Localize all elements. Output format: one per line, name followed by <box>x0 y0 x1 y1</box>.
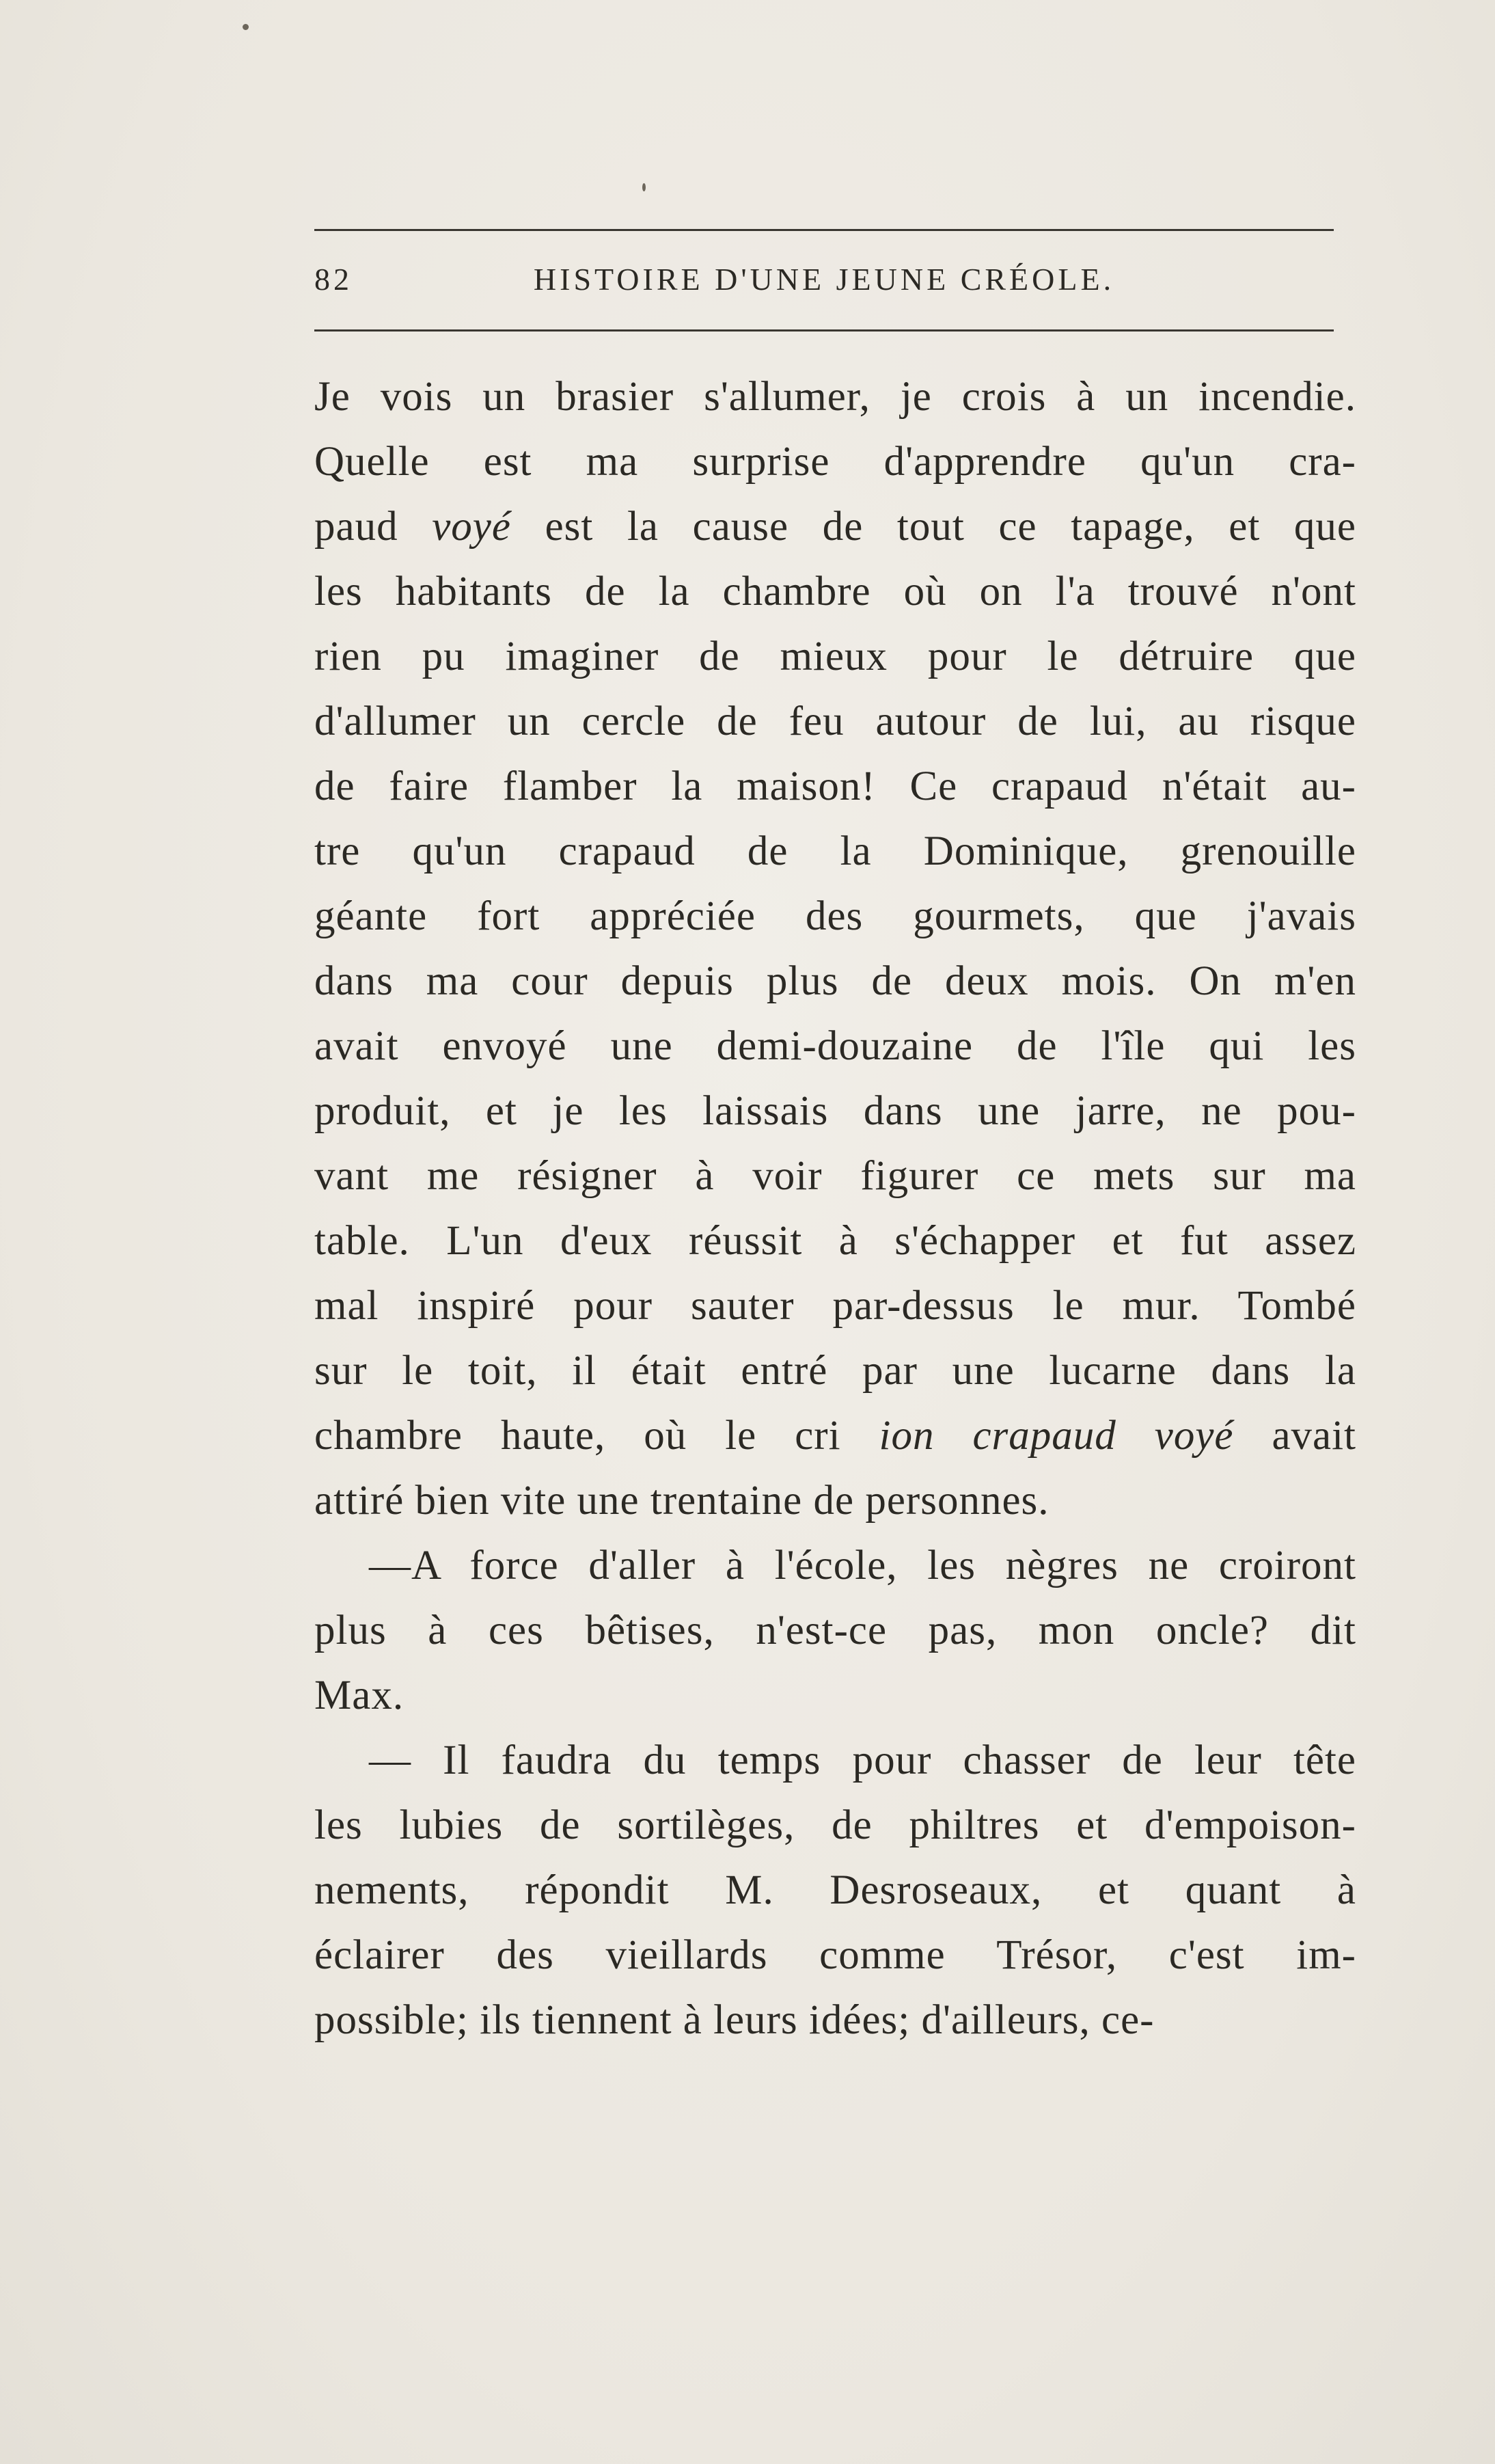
text-run: les habitants de la chambre où on l'a trouvé n'ont <box>314 569 1356 614</box>
text-run: Quelle est ma surprise d'apprendre qu'un cra- <box>314 439 1356 485</box>
text-run: Max. <box>314 1673 404 1718</box>
running-title: HISTOIRE D'UNE JEUNE CRÉOLE. <box>533 262 1115 297</box>
text-line <box>314 689 1356 754</box>
text-line <box>314 1014 1356 1079</box>
italic-text: ion crapaud voyé <box>879 1413 1234 1459</box>
text-line <box>314 1858 1356 1923</box>
text-line <box>314 1988 1356 2053</box>
text-run: attiré bien vite une trentaine de personnes. <box>314 1478 1050 1524</box>
text-line <box>314 429 1356 494</box>
text-line <box>314 1143 1356 1208</box>
text-line <box>314 1533 1356 1598</box>
text-run: dans ma cour depuis plus de deux mois. On m'en <box>314 958 1356 1004</box>
text-run: —A force d'aller à l'école, les nègres ne croiront <box>369 1543 1356 1588</box>
text-run: vant me résigner à voir figurer ce mets sur ma <box>314 1153 1356 1199</box>
text-line <box>314 1598 1356 1663</box>
text-line <box>314 1338 1356 1403</box>
header-rule-top <box>314 229 1334 231</box>
text-line <box>314 1208 1356 1273</box>
text-run: chambre haute, où le cri <box>314 1413 879 1459</box>
text-run: géante fort appréciée des gourmets, que j'avais <box>314 893 1356 939</box>
italic-text: voyé <box>432 504 511 550</box>
text-line <box>314 1079 1356 1143</box>
text-line <box>314 1923 1356 1988</box>
text-line <box>314 1793 1356 1858</box>
text-line <box>314 884 1356 949</box>
page-number: 82 <box>314 262 353 297</box>
text-line <box>314 624 1356 689</box>
paper-speck <box>243 24 249 30</box>
text-run: de faire flamber la maison! Ce crapaud n'était au- <box>314 763 1356 809</box>
text-line <box>314 559 1356 624</box>
text-line <box>314 1728 1356 1793</box>
text-line <box>314 1468 1356 1533</box>
text-run: sur le toit, il était entré par une lucarne dans la <box>314 1348 1356 1394</box>
text-run: nements, répondit M. Desroseaux, et quant à <box>314 1867 1356 1913</box>
text-run: les lubies de sortilèges, de philtres et d'empoison- <box>314 1802 1356 1848</box>
text-line <box>314 754 1356 819</box>
text-run: produit, et je les laissais dans une jarre, ne pou- <box>314 1088 1356 1134</box>
text-run: — Il faudra du temps pour chasser de leur tête <box>369 1737 1356 1783</box>
text-line <box>314 1663 1356 1728</box>
text-line <box>314 949 1356 1014</box>
text-run: est la cause de tout ce tapage, et que <box>510 504 1357 550</box>
text-run: avait <box>1233 1413 1356 1459</box>
text-run: mal inspiré pour sauter par-dessus le mur. Tombé <box>314 1283 1356 1329</box>
text-run: éclairer des vieillards comme Trésor, c'est im- <box>314 1932 1356 1978</box>
text-run: avait envoyé une demi-douzaine de l'île qui les <box>314 1023 1356 1069</box>
text-line <box>314 494 1356 559</box>
running-head <box>314 261 1334 302</box>
text-run: tre qu'un crapaud de la Dominique, grenouille <box>314 828 1356 874</box>
text-line <box>314 1403 1356 1468</box>
text-run: plus à ces bêtises, n'est-ce pas, mon oncle? dit <box>314 1608 1356 1653</box>
text-run: Je vois un brasier s'allumer, je crois à un incendie. <box>314 374 1356 420</box>
text-line <box>314 819 1356 884</box>
paper-speck <box>642 183 646 191</box>
text-run: paud <box>314 504 433 550</box>
text-run: possible; ils tiennent à leurs idées; d'ailleurs, ce- <box>314 1997 1155 2043</box>
text-line <box>314 1273 1356 1338</box>
header-rule-bottom <box>314 329 1334 331</box>
body-text <box>314 364 1356 2053</box>
text-run: d'allumer un cercle de feu autour de lui, au risque <box>314 699 1356 744</box>
text-run: rien pu imaginer de mieux pour le détruire que <box>314 634 1356 679</box>
text-line <box>314 364 1356 429</box>
text-run: table. L'un d'eux réussit à s'échapper et fut assez <box>314 1218 1356 1264</box>
